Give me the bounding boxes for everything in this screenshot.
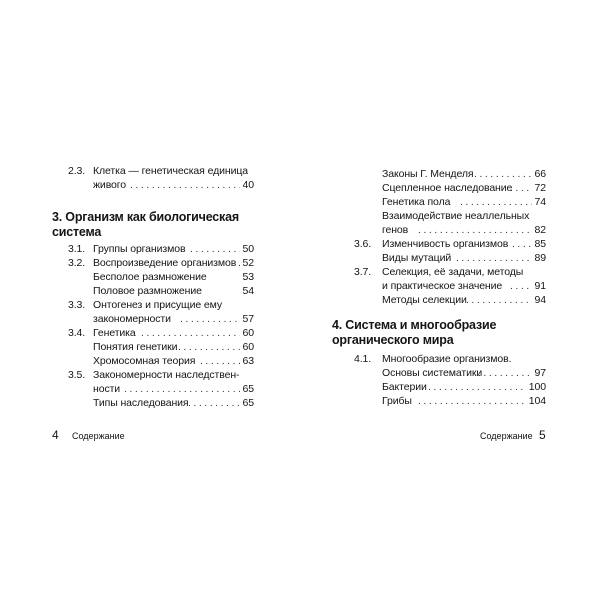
dot-leader [180,312,240,326]
toc-entry[interactable] [354,223,546,237]
page-number: 4 [52,428,59,442]
entry-title: Методы селекции [382,294,467,306]
toc-entry[interactable] [68,396,254,410]
entry-number: 3.2. [68,257,86,269]
entry-page-number: 85 [534,238,546,250]
toc-entry[interactable] [354,251,546,265]
toc-entry[interactable] [354,293,546,307]
entry-title: и практическое значение [382,280,503,292]
section-heading-line: органического мира [332,333,454,347]
running-footer: Содержание [480,431,533,441]
dot-leader [190,242,240,256]
entry-page-number: 104 [528,395,546,407]
toc-entry[interactable] [354,181,546,195]
toc-entry[interactable] [354,366,546,380]
dot-leader [466,293,532,307]
entry-title: Изменчивость организмов [382,238,509,250]
dot-leader [418,394,526,408]
toc-entry[interactable] [68,312,254,326]
entry-title: Клетка — генетическая единица [93,165,248,177]
entry-page-number: 91 [534,280,546,292]
toc-entry[interactable] [68,284,254,298]
entry-page-number: 54 [242,285,254,297]
dot-leader [510,279,532,293]
toc-entry[interactable] [354,237,546,251]
entry-page-number: 60 [242,327,254,339]
entry-number: 4.1. [354,353,372,365]
dot-leader [478,366,532,380]
entry-page-number: 72 [534,182,546,194]
dot-leader [200,354,240,368]
entry-page-number: 40 [242,179,254,191]
entry-title: Бесполое размножение [93,271,207,283]
section-heading [332,318,496,348]
toc-entry[interactable] [68,368,254,382]
entry-page-number: 94 [534,294,546,306]
toc-entry[interactable] [354,195,546,209]
toc-entry[interactable] [68,164,254,178]
dot-leader [418,223,532,237]
section-heading-line: 4. Система и многообразие [332,318,497,332]
entry-number: 3.4. [68,327,86,339]
entry-title: Типы наследования [93,397,189,409]
section-heading [52,210,239,240]
dot-leader [124,382,240,396]
entry-title: Понятия генетики [93,341,178,353]
entry-title: Бактерии [382,381,427,393]
dot-leader [474,167,532,181]
entry-number: 3.6. [354,238,372,250]
entry-number: 3.7. [354,266,372,278]
toc-entry[interactable] [354,352,546,366]
entry-number: 2.3. [68,165,86,177]
entry-title: Грибы [382,395,412,407]
entry-page-number: 60 [242,341,254,353]
entry-page-number: 57 [242,313,254,325]
entry-title: живого [93,179,127,191]
entry-title: Генетика пола [382,196,451,208]
entry-page-number: 74 [534,196,546,208]
page-number: 5 [539,428,546,442]
entry-number: 3.3. [68,299,86,311]
dot-leader [141,326,240,340]
section-heading-line: 3. Организм как биологическая [52,210,239,224]
dot-leader [428,380,526,394]
toc-entry[interactable] [68,178,254,192]
toc-entry[interactable] [68,354,254,368]
toc-entry[interactable] [68,256,254,270]
entry-title: Основы систематики [382,367,483,379]
toc-entry[interactable] [68,340,254,354]
entry-page-number: 89 [534,252,546,264]
entry-title: Онтогенез и присущие ему [93,299,223,311]
entry-number: 3.5. [68,369,86,381]
toc-entry[interactable] [68,382,254,396]
toc-entry[interactable] [354,394,546,408]
entry-page-number: 66 [534,168,546,180]
dot-leader [178,340,240,354]
entry-title: закономерности [93,313,171,325]
right-page [300,0,600,600]
entry-page-number: 65 [242,383,254,395]
entry-title: Половое размножение [93,285,202,297]
entry-title: Генетика [93,327,136,339]
entry-title: Хромосомная теория [93,355,196,367]
toc-entry[interactable] [354,167,546,181]
entry-title: Взаимодействие неаллельных [382,210,530,222]
entry-page-number: 65 [242,397,254,409]
entry-title: ности [93,383,121,395]
entry-page-number: 53 [242,271,254,283]
entry-page-number: 63 [242,355,254,367]
entry-page-number: 100 [528,381,546,393]
entry-page-number: 97 [534,367,546,379]
dot-leader [130,178,240,192]
toc-entry[interactable] [354,265,546,279]
entry-title: Виды мутаций [382,252,452,264]
entry-page-number: 50 [242,243,254,255]
dot-leader [460,195,532,209]
toc-entry[interactable] [68,270,254,284]
toc-entry[interactable] [354,380,546,394]
dot-leader [512,237,532,251]
dot-leader [510,181,532,195]
entry-title: Сцепленное наследование [382,182,513,194]
entry-page-number: 82 [534,224,546,236]
entry-title: Закономерности наследствен- [93,369,240,381]
dot-leader [188,396,240,410]
entry-title: Селекция, её задачи, методы [382,266,524,278]
entry-title: генов [382,224,409,236]
entry-title: Группы организмов [93,243,186,255]
toc-entry[interactable] [68,326,254,340]
toc-entry[interactable] [354,279,546,293]
running-footer: Содержание [72,431,125,441]
toc-entry[interactable] [354,209,546,223]
entry-page-number: 52 [242,257,254,269]
entry-title: Законы Г. Менделя [382,168,474,180]
entry-number: 3.1. [68,243,86,255]
section-heading-line: система [52,225,102,239]
toc-entry[interactable] [68,242,254,256]
toc-entry[interactable] [68,298,254,312]
entry-title: Воспроизведение организмов [93,257,237,269]
entry-title: Многообразие организмов. [382,353,512,365]
dot-leader [456,251,532,265]
